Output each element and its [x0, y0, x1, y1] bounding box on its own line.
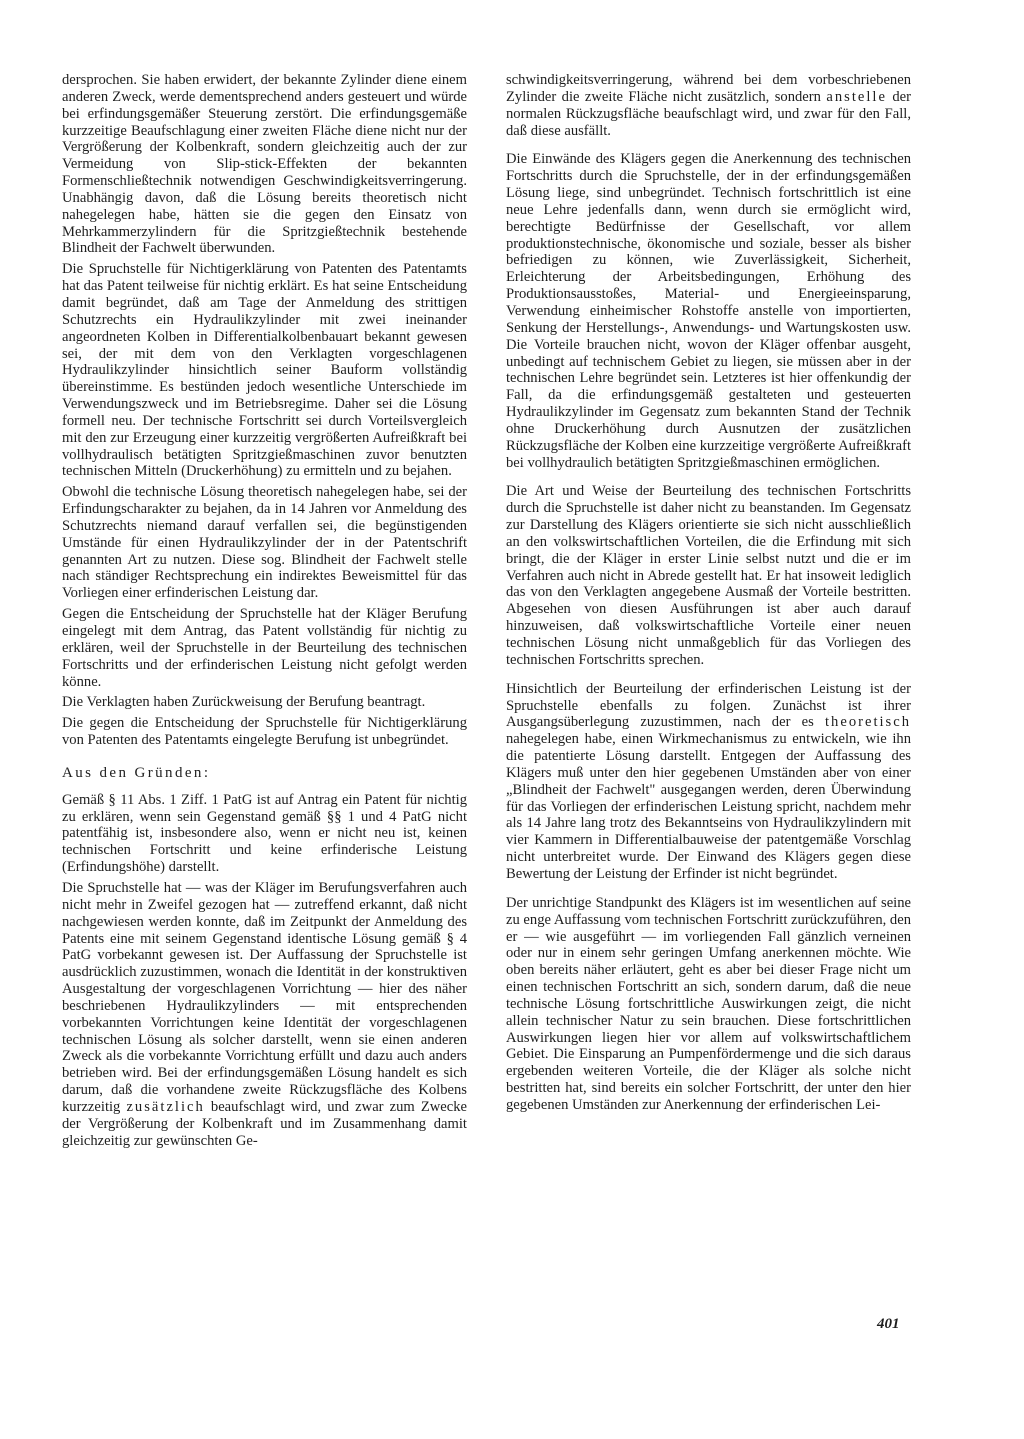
right-column [506, 72, 911, 1118]
emphasized-text: zusätzlich [126, 1098, 205, 1115]
paragraph [506, 72, 911, 139]
paragraph-text: der normalen Rückzugsfläche beaufschlagt wird, und zwar für den Fall, daß diese ausfällt. [506, 88, 911, 139]
emphasized-text: theoretisch [824, 714, 912, 731]
left-column [62, 72, 467, 1153]
paragraph: Der unrichtige Standpunkt des Klägers ist im wesentlichen auf seine zu enge Auffassung vom technischen Fortschritt zurückzuführen, den er — wie ausgeführt — im vorliegenden Fall gänzlich verneinen oder nur in einem sehr geringen Umfang anerkennen möchte. Wie oben bereits näher erläutert, geht es aber bei dieser Frage nicht um einen technischen Fortschritt an sich, sondern darum, daß die neue technische Lösung fortschrittliche Auswirkungen zeigt, die nicht allein technischer Natur zu sein brauchen. Diese fortschrittlichen Auswirkungen liegen hier vor allem auf volkswirtschaftlichem Gebiet. Die Einsparung an Pumpenfördermenge und die sich daraus ergebenden weiteren Vorteile, die der Kläger als solche nicht bestritten hat, sind bereits ein solcher Fortschritt, der unter den hier gegebenen Umständen zur Anerkennung der erfinderischen Lei- [506, 894, 911, 1113]
paragraph: Die Spruchstelle für Nichtigerklärung von Patenten des Patentamts hat das Patent teilweise für nichtig erklärt. Es hat seine Entscheidung damit begründet, daß am Tage der Anmeldung des strittigen Schutzrechts ein Hydraulikzylinder mit zwei ineinander angeordneten Kolben in Differentialkolbenbauart bekannt gewesen sei, der mit dem von den Verklagten vorgeschlagenen Hydraulikzylinder hinsichtlich seiner Bauform vollständig übereinstimme. Es bestünden jedoch wesentliche Unterschiede im Verwendungszweck und im Betriebsregime. Daher sei die Lösung formell neu. Der technische Fortschritt sei durch Vorteilsvergleich mit den zur Erzeugung einer kurzzeitig vergrößerten Aufreißkraft bei vollhydraulisch betätigten Spritzgießmaschinen zuvor benutzten technischen Mitteln (Druckerhöhung) zu ermitteln und zu bejahen. [62, 261, 467, 480]
paragraph: Die gegen die Entscheidung der Spruchstelle für Nichtigerklärung von Patenten des Patentamts eingelegte Berufung ist unbegründet. [62, 715, 467, 749]
paragraph: Die Verklagten haben Zurückweisung der Berufung beantragt. [62, 694, 426, 711]
page-number: 401 [877, 1316, 900, 1332]
paragraph-text: Die Spruchstelle hat — was der Kläger im Berufungsverfahren auch nicht mehr in Zweifel gezogen hat — zutreffend erkannt, daß nicht nachgewiesen werden konnte, daß im Zeitpunkt der Anmeldung des Patents eine mit seinem Gegenstand identische Lösung gemäß § 4 PatG vorbekannt gewesen ist. Der Auffassung der Spruchstelle ist ausdrücklich zuzustimmen, wonach die Identität in der konstruktiven Ausgestaltung der vorgeschlagenen Vorrichtung — hier des näher beschriebenen Hydraulikzylinders — mit entsprechenden vorbekannten Vorrichtungen keine Identität der vorgeschlagenen technischen Lösung als solcher darstellt, wenn sie einen anderen Zweck als die vorbekannte Vorrichtung erfüllt und dazu auch anders betrieben wird. Bei der erfindungsgemäßen Lösung handelt es sich darum, daß die vorhandene zweite Rückzugsfläche des Kolbens kurzzeitig [62, 879, 467, 1115]
paragraph: Die Art und Weise der Beurteilung des technischen Fortschritts durch die Spruchstelle ist daher nicht zu beanstanden. Im Gegensatz zur Darstellung des Klägers orientierte sie sich nicht ausschließlich an den volkswirtschaftlichen Vorteilen, die die Erfindung mit sich bringt, die der Kläger in erster Linie selbst nutzt und die er im Verfahren auch nicht in Abrede gestellt hat. Er hat insoweit lediglich das von den Verklagten angegebene Ausmaß der Vorteile bestritten. Abgesehen von diesen Ausführungen ist aber auch darauf hinzuweisen, daß volkswirtschaftliche Vorteile einer neuen technischen Lösung nicht unmaßgeblich für das Vorliegen des technischen Fortschritts sprechen. [506, 483, 911, 668]
paragraph-text: nahegelegen habe, einen Wirkmechanismus zu entwickeln, wie ihn die patentierte Lösung darstellt. Entgegen der Auffassung des Klägers muß unter den hier gegebenen Umständen aber von einer „Blindheit der Fachwelt" ausgegangen werden, deren Überwindung für das Vorliegen der erfinderischen Leistung spricht, nachdem mehr als 14 Jahre lang trotz des Bekanntseins von Hydraulikzylindern mit vier Kammern in Differentialbauweise der patentgemäße Vorschlag nicht unterbreitet wurde. Der Einwand des Klägers gegen diese Bewertung der Leistung der Erfinder ist nicht begründet. [506, 731, 911, 882]
paragraph-text: Hinsichtlich der Beurteilung der erfinderischen Leistung ist der Spruchstelle ebenfalls zu folgen. Zunächst ist ihrer Ausgangsüberlegung zuzustimmen, nach der es [506, 680, 911, 731]
paragraph: dersprochen. Sie haben erwidert, der bekannte Zylinder diene einem anderen Zweck, werde dementsprechend anders gesteuert und würde bei erfindungsgemäßer Steuerung zerstört. Die erfindungsgemäße kurzzeitige Beaufschlagung einer zweiten Fläche diene nicht nur der Vergrößerung der Kolbenkraft, sondern gleichzeitig auch der zur Vermeidung von Slip-stick-Effekten der bekannten Formenschließtechnik notwendigen Geschwindigkeitsverringerung. Unabhängig davon, daß die Lösung bereits theoretisch nicht nahegelegen habe, hätten sie die gegen den Einsatz von Mehrkammerzylindern für die Spritzgießtechnik bestehende Blindheit der Fachwelt überwunden. [62, 72, 467, 257]
paragraph [506, 681, 911, 883]
paragraph: Gegen die Entscheidung der Spruchstelle hat der Kläger Berufung eingelegt mit dem Antrag, das Patent vollständig für nichtig zu erklären, weil der Spruchstelle in der Beurteilung des technischen Fortschritts und der erfinderischen Leistung nicht gefolgt werden könne. [62, 606, 467, 690]
paragraph: Die Einwände des Klägers gegen die Anerkennung des technischen Fortschritts durch die Spruchstelle, der in der erfindungsgemäßen Lösung liege, sind unbegründet. Technisch fortschrittlich ist eine neue Lehre jedenfalls dann, wenn durch sie ermöglicht wird, berechtigte Bedürfnisse der Gesellschaft, vor allem produktionstechnische, ökonomische und soziale, besser als bisher befriedigen zu können, wie Zuverlässigkeit, Sicherheit, Erleichterung der Arbeitsbedingungen, Erhöhung des Produktionsausstoßes, Material- und Energieeinsparung, Verwendung einheimischer Rohstoffe anstelle von importierten, Senkung der Herstellungs-, Anwendungs- und Wartungskosten usw. Die Vorteile brauchen nicht, wovon der Kläger offenbar ausgeht, unbedingt auf technischem Gebiet zu liegen, sie müssen aber in der technischen Lehre begründet sein. Letzteres ist hier offenkundig der Fall, da die erfindungsgemäß gestalteten und gesteuerten Hydraulikzylinder im Gegensatz zum bekannten Stand der Technik ohne Druckerhöhung durch Ausnutzen der zusätzlichen Rückzugsfläche der Kolben eine kurzzeitige vergrößerte Aufreißkraft bei vollhydraulich betätigten Spritzgießmaschinen ermöglichen. [506, 151, 911, 471]
section-heading: Aus den Gründen: [62, 764, 211, 781]
paragraph [62, 880, 467, 1150]
paragraph: Obwohl die technische Lösung theoretisch nahegelegen habe, sei der Erfindungscharakter zu bejahen, da in 14 Jahren vor Anmeldung des Schutzrechts niemand darauf verfallen sei, die begünstigenden Umstände für einen Hydraulikzylinder der in der Patentschrift genannten Art zu nutzen. Diese sog. Blindheit der Fachwelt stelle nach ständiger Rechtsprechung ein indirektes Beweismittel für das Vorliegen einer erfinderischen Leistung dar. [62, 484, 467, 602]
paragraph: Gemäß § 11 Abs. 1 Ziff. 1 PatG ist auf Antrag ein Patent für nichtig zu erklären, wenn sein Gegenstand gemäß §§ 1 und 4 PatG nicht patentfähig ist, insbesondere also, wenn er nicht neu ist, keinen technischen Fortschritt und keine erfinderische Leistung (Erfindungshöhe) darstellt. [62, 791, 467, 876]
emphasized-text: anstelle [826, 88, 887, 105]
paragraph-text: schwindigkeitsverringerung, während bei dem vorbeschriebenen Zylinder die zweite Fläche nicht zusätzlich, sondern [506, 72, 911, 105]
paragraph-text: beaufschlagt wird, und zwar zum Zwecke der Vergrößerung der Kolbenkraft und im Zusammenhang damit gleichzeitig zur gewünschten Ge- [62, 1098, 467, 1149]
